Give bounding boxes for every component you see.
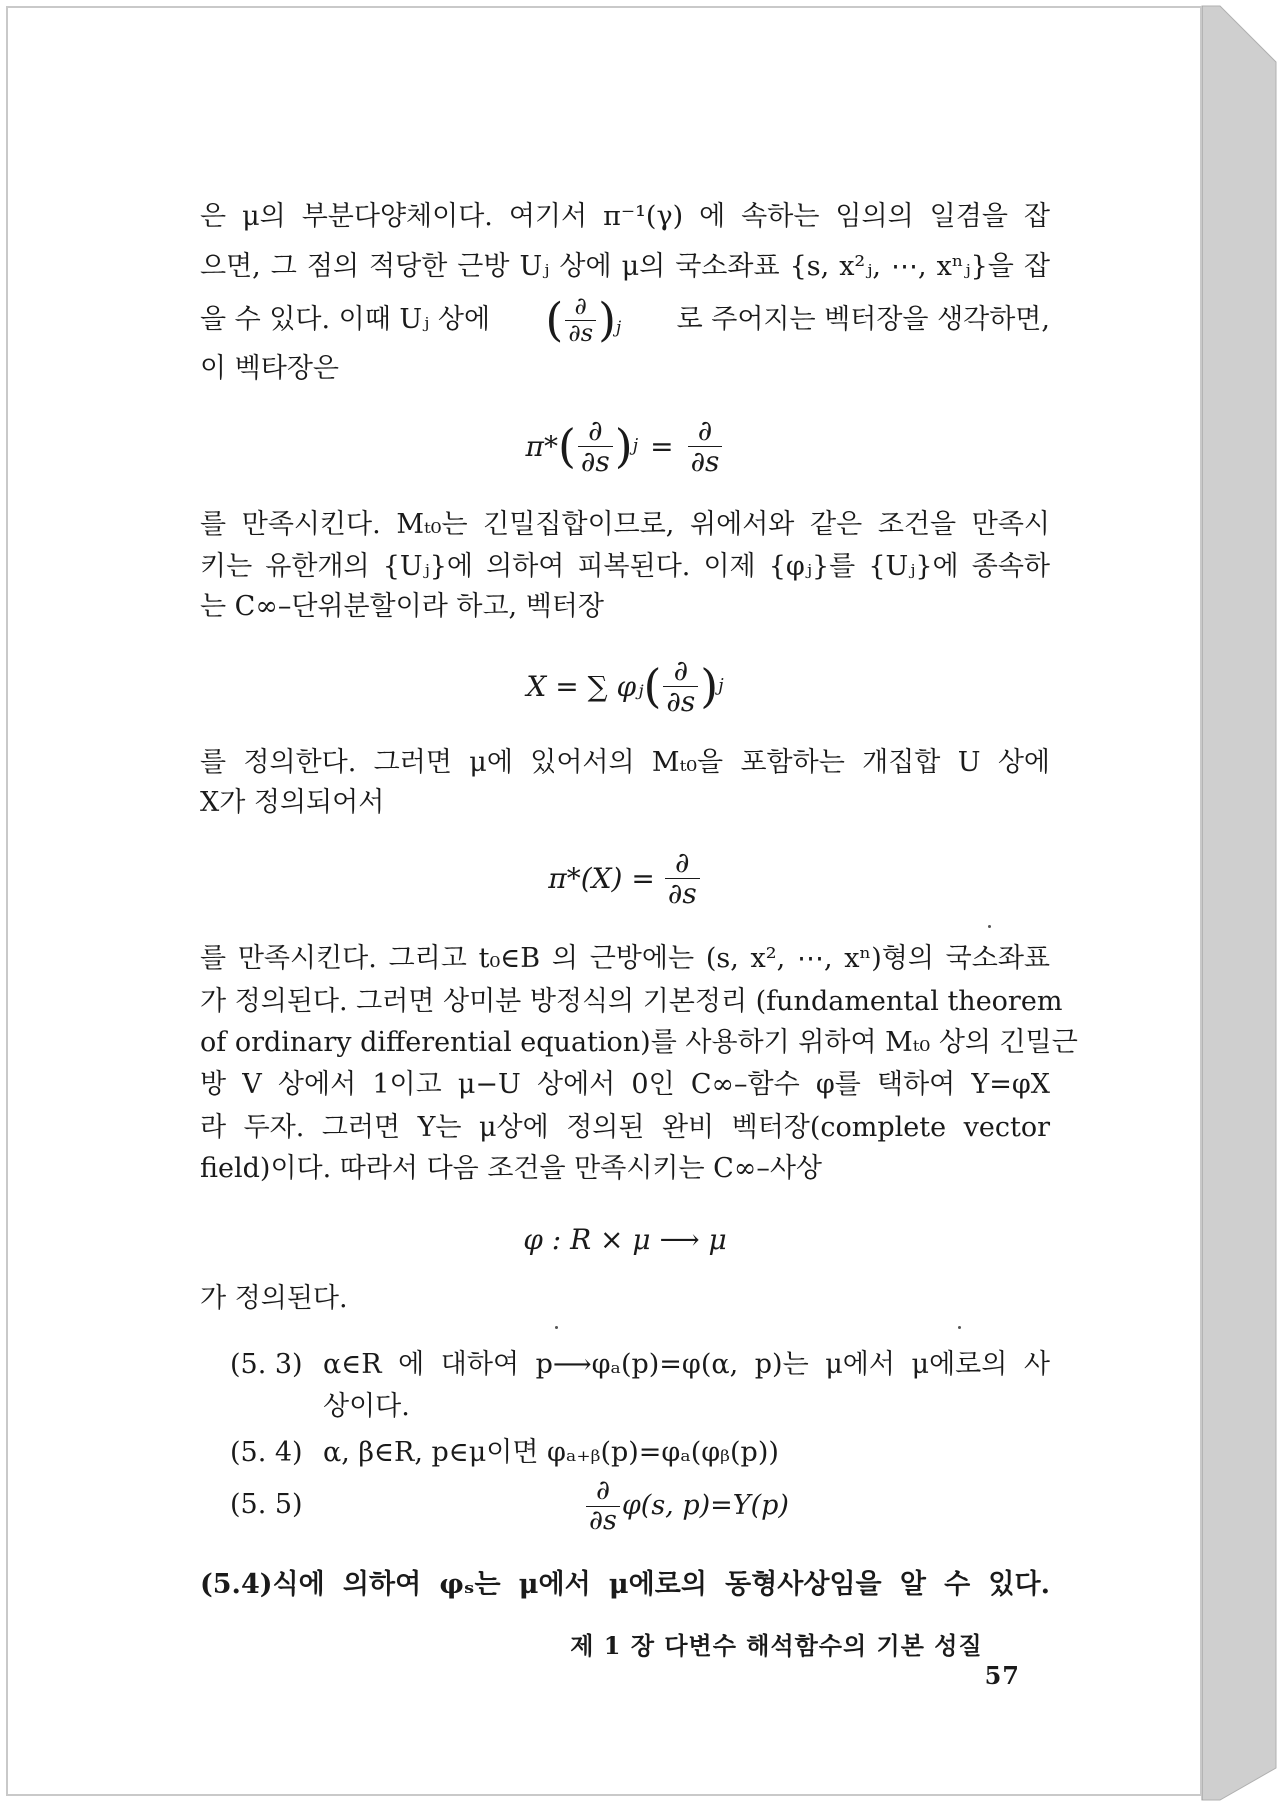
item-text: α∈R 에 대하여 p⟶φₐ(p)=φ(α, p)는 μ에서 μ에로의 사 [323, 1349, 1050, 1380]
fraction-denominator: ∂s [690, 444, 720, 478]
text-line: 를 정의한다. 그러면 μ에 있어서의 Mₜ₀을 포함하는 개집합 U 상에 [200, 747, 1050, 778]
subscript: j [616, 317, 622, 338]
fraction-numerator: ∂ [586, 1477, 620, 1506]
running-footer [540, 1626, 1020, 1690]
fraction-numerator: ∂ [665, 848, 700, 878]
subscript: j [632, 436, 639, 456]
text-line: of ordinary differential equation)를 사용하기 위하여 Mₜ₀ 상의 긴밀근 [200, 1027, 1078, 1058]
fraction-numerator: ∂ [578, 416, 613, 446]
fraction-denominator: ∂s [589, 1504, 617, 1536]
subscript: j [718, 676, 724, 696]
text-line: 를 만족시킨다. 그리고 t₀∈B 의 근방에는 (s, x², ⋯, xⁿ)형의 국소좌표 [200, 943, 1050, 974]
item-text: 상이다. [323, 1391, 410, 1422]
equation-pushforward: π* ( $\frac{\partial}{\partial s}$ ) j = $\frac{\partial}{\partial s}$ [200, 412, 1050, 480]
text-line: 키는 유한개의 {Uⱼ}에 의하여 피복된다. 이제 {φⱼ}를 {Uⱼ}에 종속하 [200, 551, 1050, 582]
text-segment: 을 수 있다. 이때 Uⱼ 상에 [200, 304, 491, 335]
text-line: 가 정의된다. [200, 1283, 348, 1314]
text-line: 으면, 그 점의 적당한 근방 Uⱼ 상에 μ의 국소좌표 {s, x²ⱼ, ⋯, xⁿⱼ}을 잡 [200, 251, 1050, 282]
item-equation-rhs: φ(s, p)=Y(p) [621, 1490, 789, 1521]
fraction-denominator: ∂s [580, 444, 610, 478]
fraction-denominator: ∂s [568, 318, 594, 347]
equation-flow-map: φ : R × μ ⟶ μ [523, 1223, 727, 1256]
scan-speck [958, 1326, 961, 1329]
equation-pushforward-X [200, 846, 1050, 910]
text-line: 는 C∞–단위분할이라 하고, 벡터장 [200, 591, 604, 622]
fraction-numerator: ∂ [663, 656, 698, 686]
text-line: (5.4)식에 의하여 φₛ는 μ에서 μ에로의 동형사상임을 알 수 있다. [200, 1569, 1050, 1600]
footer-chapter-title: 제 1 장 다변수 해석함수의 기본 성질 [570, 1631, 983, 1660]
text-line: field)이다. 따라서 다음 조건을 만족시키는 C∞–사상 [200, 1153, 822, 1184]
text-line: 이 벡타장은 [200, 353, 339, 384]
page-number: 57 [984, 1661, 1020, 1690]
item-number: (5. 5) [230, 1489, 303, 1520]
item-number: (5. 3) [230, 1349, 303, 1380]
fraction-numerator: ∂ [565, 294, 596, 320]
fraction-numerator: ∂ [688, 416, 723, 446]
scan-speck [555, 1326, 558, 1329]
text-line: X가 정의되어서 [200, 787, 385, 818]
equals-sign: = [650, 429, 674, 463]
eq-lhs: X = ∑ φⱼ [526, 669, 644, 703]
equation-vector-field: X = ∑ φⱼ ( $\frac{\partial}{\partial s}$ ) j [526, 654, 724, 718]
eq-lhs: π* [525, 429, 558, 463]
text-line: 라 두자. 그러면 Y는 μ상에 정의된 완비 벡터장(complete vector [200, 1112, 1050, 1143]
item-equation [323, 1476, 1050, 1536]
text-segment: 로 주어지는 벡터장을 생각하면, [676, 304, 1050, 335]
item-number: (5. 4) [230, 1437, 303, 1468]
scan-speck [988, 925, 991, 928]
text-line: 은 μ의 부분다양체이다. 여기서 π⁻¹(γ) 에 속하는 임의의 일겸을 잡 [200, 201, 1050, 232]
text-line-with-fraction [200, 292, 1050, 348]
text-line: 방 V 상에서 1이고 μ−U 상에서 0인 C∞–함수 φ를 택하여 Y=φX [200, 1069, 1050, 1100]
fraction-denominator: ∂s [667, 876, 697, 910]
item-text: α, β∈R, p∈μ이면 φₐ₊ᵦ(p)=φₐ(φᵦ(p)) [323, 1437, 779, 1468]
eq-lhs: π*(X) = [548, 861, 655, 895]
inline-derivative: ( $\frac{\partial}{\partial s}$ )$_j$ [545, 292, 622, 347]
page-edge-side [1202, 6, 1276, 1800]
text-line: 를 만족시킨다. Mₜ₀는 긴밀집합이므로, 위에서와 같은 조건을 만족시 [200, 509, 1050, 540]
fraction-denominator: ∂s [666, 684, 696, 718]
text-line: 가 정의된다. 그러면 상미분 방정식의 기본정리 (fundamental theorem [200, 986, 1063, 1017]
